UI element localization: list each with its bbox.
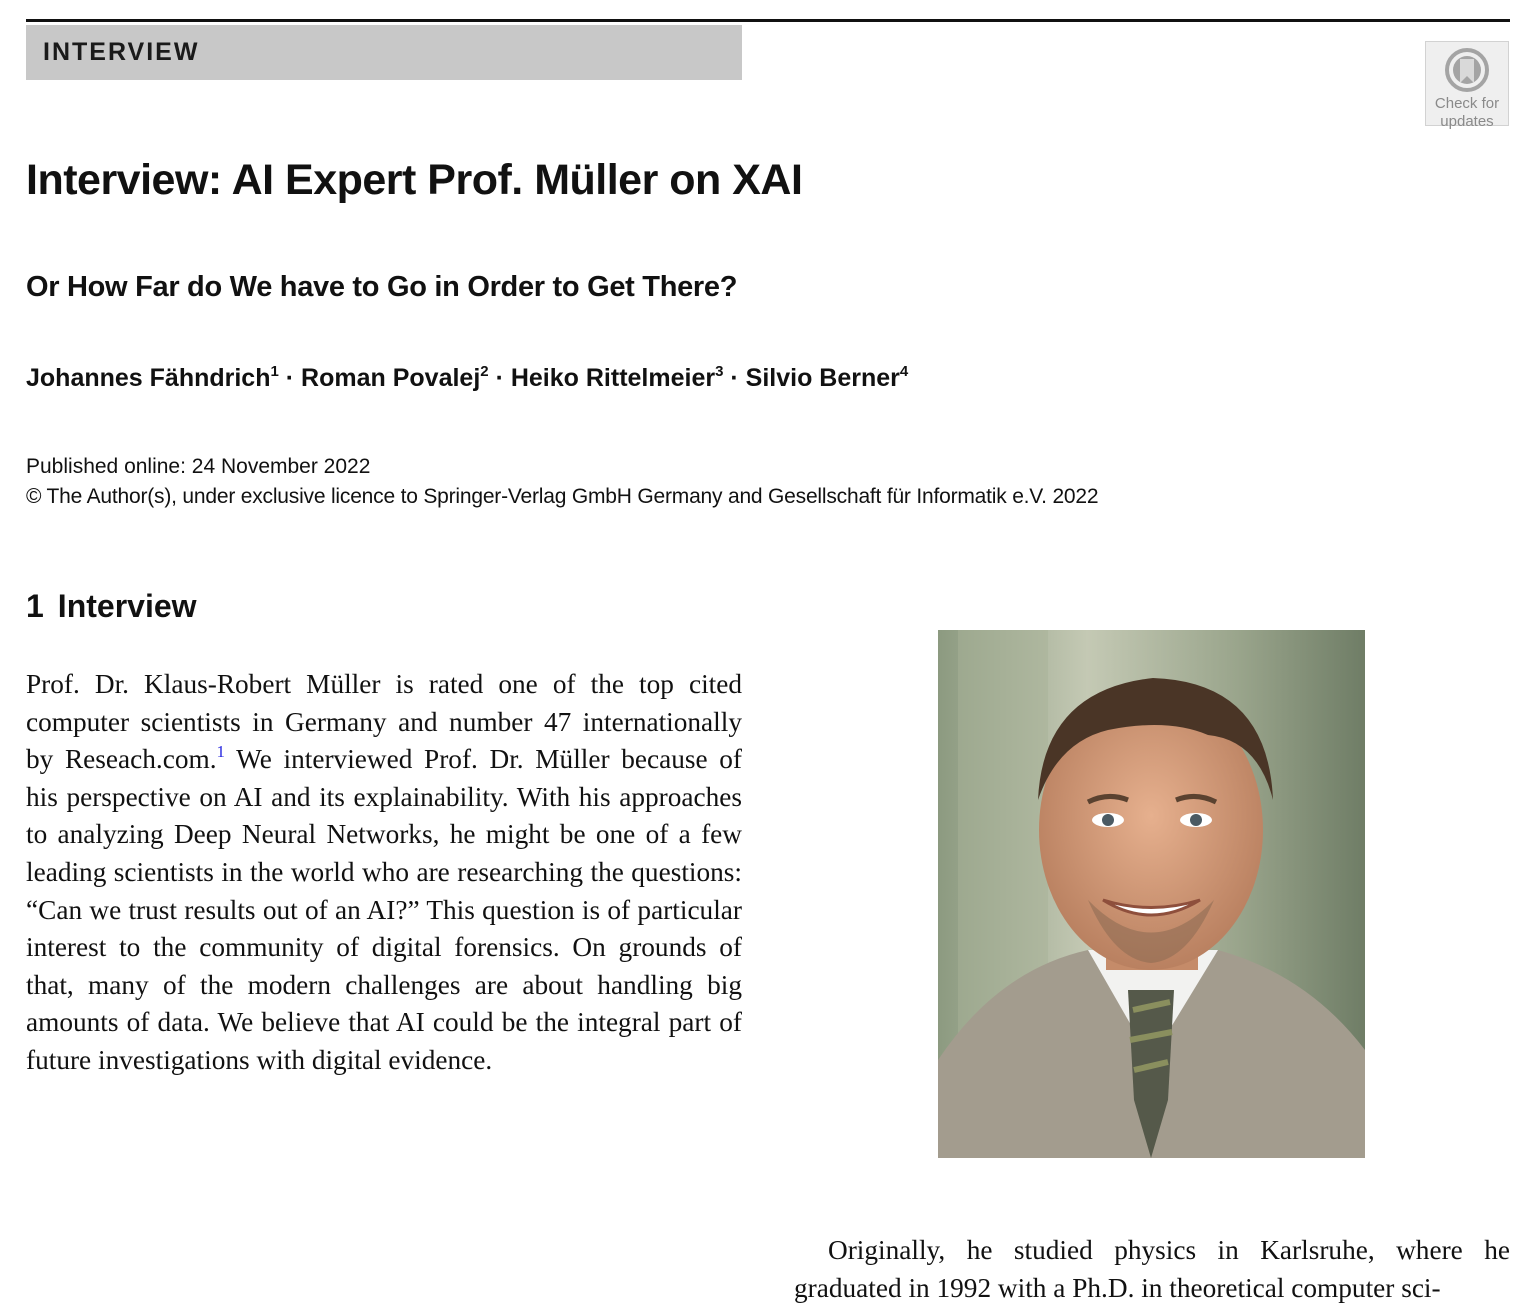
background-paragraph: Originally, he studied physics in Karlsruhe, where he graduated in 1992 with a Ph.D. in theoretical computer sci- [794, 1235, 1510, 1303]
portrait-photo [938, 630, 1365, 1158]
section-title: Interview [57, 588, 197, 624]
check-for-updates-line2: updates [1440, 113, 1494, 130]
section-number: 1 [26, 588, 44, 624]
footnote-link[interactable]: 1 [216, 742, 226, 762]
article-subtitle: Or How Far do We have to Go in Order to Get There? [26, 271, 738, 303]
affiliation-marker[interactable]: 3 [715, 363, 724, 380]
intro-text-rest: We interviewed Prof. Dr. Müller because of his perspective on AI and its explainability. With his approaches to analyzing Deep Neural Networks, he might be one of a few leading scientists in the world who are researching the questions: “Can we trust results out of an AI?” This question is of particular interest to the community of digital forensics. On grounds of that, many of the modern challenges are about handling big amounts of data. We believe that AI could be the integral part of future investigations with digital evidence. [26, 744, 742, 1075]
author-separator: · [278, 364, 302, 392]
article-title: Interview: AI Expert Prof. Müller on XAI [26, 156, 803, 204]
intro-paragraph [26, 666, 742, 1080]
affiliation-marker[interactable]: 2 [480, 363, 489, 380]
portrait-image [938, 630, 1365, 1158]
affiliation-marker[interactable]: 4 [899, 363, 909, 380]
article-type-label: INTERVIEW [43, 38, 200, 66]
bookmark-icon [1443, 46, 1491, 94]
published-date: Published online: 24 November 2022 [26, 455, 371, 478]
author-name[interactable]: Silvio Berner [745, 364, 900, 392]
copyright-notice: © The Author(s), under exclusive licence to Springer-Verlag GmbH Germany and Gesellschaft für Informatik e.V. 2022 [26, 485, 1099, 508]
author-name[interactable]: Heiko Rittelmeier [510, 364, 716, 392]
section-heading [26, 588, 197, 625]
top-rule [26, 19, 1510, 22]
author-separator: · [488, 364, 511, 392]
check-for-updates-badge[interactable] [1425, 41, 1509, 130]
affiliation-marker[interactable]: 1 [270, 363, 279, 380]
author-name[interactable]: Johannes Fähndrich [26, 364, 271, 392]
article-type-band [26, 25, 742, 80]
check-for-updates-line1: Check for [1434, 95, 1500, 112]
author-list [26, 364, 908, 393]
author-name[interactable]: Roman Povalej [301, 364, 481, 392]
author-separator: · [723, 364, 746, 392]
intro-text-start: Prof. Dr. Klaus-Robert Müller is rated one of the top cited computer scientists in Germany and number 47 internationally by Reseach.com. [26, 669, 742, 775]
